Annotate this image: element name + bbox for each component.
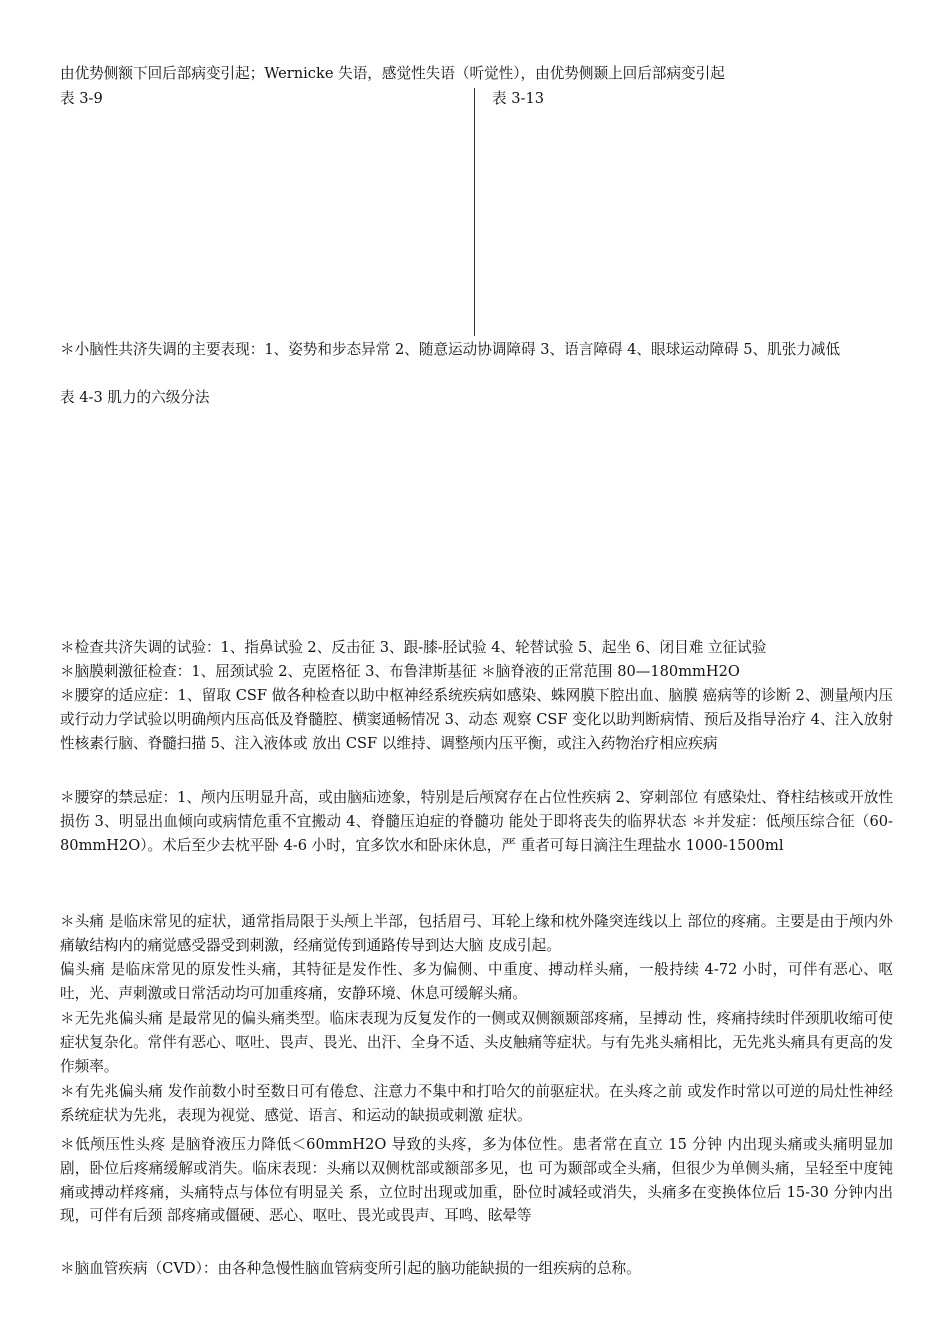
table-4-3-label: 表 4-3 肌力的六级分法 — [60, 389, 210, 406]
cerebellar-ataxia-paragraph: ＊小脑性共济失调的主要表现：1、姿势和步态异常 2、随意运动协调障碍 3、语言障碍 4、眼球运动障碍 5、肌张力减低 — [60, 341, 841, 358]
lumbar-puncture-contraindications: ＊腰穿的禁忌症：1、颅内压明显升高，或由脑疝迹象，特别是后颅窝存在占位性疾病 2、穿刺部位 有感染灶、脊柱结核或开放性损伤 3、明显出血倾向或病情危重不宜搬动 4、脊髓压迫症的脊髓功 能处于即将丧失的临界状态 ＊并发症：低颅压综合征（60-80mmH2O）。术后至少去枕平卧 4-6 小时，宜多饮水和卧床休息，严 重者可每日滴注生理盐水 1000-1500ml — [60, 789, 893, 854]
cvd-paragraph: ＊脑血管疾病（CVD）：由各种急慢性脑血管病变所引起的脑功能缺损的一组疾病的总称。 — [60, 1260, 641, 1277]
migraine-with-aura-paragraph: ＊有先兆偏头痛 发作前数小时至数日可有倦怠、注意力不集中和打哈欠的前驱症状。在头疼之前 或发作时常以可逆的局灶性神经系统症状为先兆，表现为视觉、感觉、语言、和运动的缺损或刺激 症状。 — [60, 1083, 893, 1124]
header-line: 由优势侧额下回后部病变引起；Wernicke 失语，感觉性失语（听觉性），由优势侧颞上回后部病变引起 — [60, 65, 725, 82]
column-divider — [474, 88, 475, 336]
meningeal-paragraph: ＊脑膜刺激征检查：1、屈颈试验 2、克匿格征 3、布鲁津斯基征 ＊脑脊液的正常范围 80—180mmH2O — [60, 663, 740, 680]
low-pressure-headache-paragraph: ＊低颅压性头疼 是脑脊液压力降低＜60mmH2O 导致的头疼，多为体位性。患者常在直立 15 分钟 内出现头痛或头痛明显加剧，卧位后疼痛缓解或消失。临床表现：头痛以双侧枕部或额部多见，也 可为颞部或全头痛，但很少为单侧头痛，呈轻至中度钝痛或搏动样疼痛，头痛特点与体位有明显关 系，立位时出现或加重，卧位时减轻或消失，头痛多在变换体位后 15-30 分钟内出现，可伴有后颈 部疼痛或僵硬、恶心、呕吐、畏光或畏声、耳鸣、眩晕等 — [60, 1136, 893, 1225]
ataxia-tests-paragraph: ＊检查共济失调的试验：1、指鼻试验 2、反击征 3、跟-膝-胫试验 4、轮替试验 5、起坐 6、闭目难 立征试验 — [60, 639, 767, 656]
migraine-paragraph: 偏头痛 是临床常见的原发性头痛，其特征是发作性、多为偏侧、中重度、搏动样头痛，一般持续 4-72 小时，可伴有恶心、呕吐，光、声刺激或日常活动均可加重疼痛，安静环境、休息可缓解头痛。 — [60, 961, 893, 1002]
table-3-13-label: 表 3-13 — [492, 90, 545, 107]
table-3-9-label: 表 3-9 — [60, 90, 103, 107]
headache-paragraph: ＊头痛 是临床常见的症状，通常指局限于头颅上半部，包括眉弓、耳轮上缘和枕外隆突连线以上 部位的疼痛。主要是由于颅内外痛敏结构内的痛觉感受器受到刺激，经痛觉传到通路传导到达大脑 皮成引起。 — [60, 913, 893, 954]
migraine-without-aura-paragraph: ＊无先兆偏头痛 是最常见的偏头痛类型。临床表现为反复发作的一侧或双侧额颞部疼痛，呈搏动 性，疼痛持续时伴颈肌收缩可使症状复杂化。常伴有恶心、呕吐、畏声、畏光、出汗、全身不适、头皮触痛等症状。与有先兆头痛相比，无先兆头痛具有更高的发作频率。 — [60, 1010, 893, 1075]
lumbar-puncture-indications: ＊腰穿的适应症：1、留取 CSF 做各种检查以助中枢神经系统疾病如感染、蛛网膜下腔出血、脑膜 癌病等的诊断 2、测量颅内压或行动力学试验以明确颅内压高低及脊髓腔、横窦通畅情况 3、动态 观察 CSF 变化以助判断病情、预后及指导治疗 4、注入放射性核素行脑、脊髓扫描 5、注入液体或 放出 CSF 以维持、调整颅内压平衡，或注入药物治疗相应疾病 — [60, 687, 893, 752]
